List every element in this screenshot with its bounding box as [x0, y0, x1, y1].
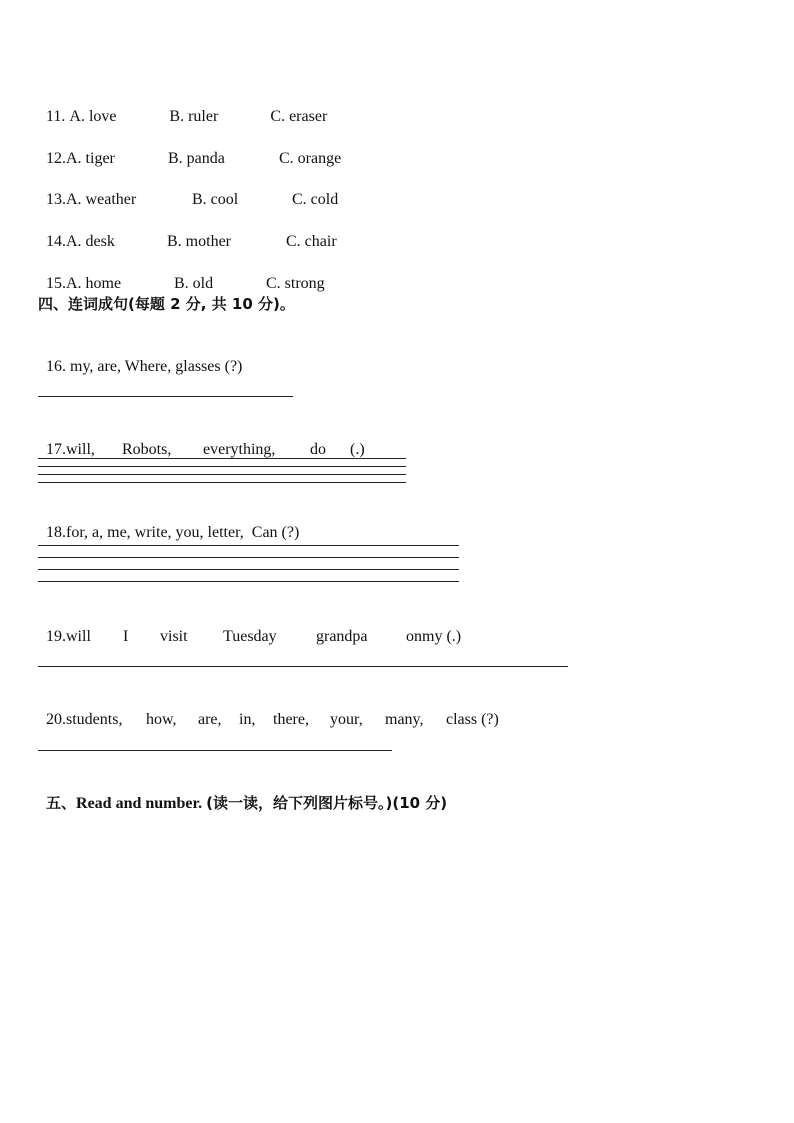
- answer-line[interactable]: [38, 466, 406, 467]
- question-number: 12.: [46, 150, 66, 167]
- word: visit: [160, 628, 188, 645]
- answer-line[interactable]: [38, 750, 392, 751]
- word: everything,: [203, 441, 276, 458]
- word: do: [310, 441, 326, 458]
- option-c: C. chair: [286, 233, 337, 250]
- answer-line[interactable]: [38, 482, 406, 483]
- answer-line[interactable]: [38, 545, 459, 546]
- word: grandpa: [316, 628, 368, 645]
- question-number: 11.: [46, 108, 70, 125]
- word: I: [123, 628, 129, 645]
- question-number: 16.: [46, 358, 70, 375]
- word: in,: [239, 711, 256, 728]
- answer-line[interactable]: [38, 581, 459, 582]
- question-number: 14.: [46, 233, 66, 250]
- word: Tuesday: [223, 628, 277, 645]
- word: students,: [66, 711, 123, 728]
- question-13: [38, 170, 338, 210]
- question-number: 17.: [46, 441, 66, 458]
- word: (.): [350, 441, 365, 458]
- option-a: A. weather: [66, 191, 137, 208]
- answer-line[interactable]: [38, 666, 568, 667]
- question-15: [38, 254, 325, 294]
- word: are,: [198, 711, 222, 728]
- option-b: B. old: [174, 275, 214, 292]
- option-b: B. ruler: [169, 108, 219, 125]
- question-number: 15.: [46, 275, 66, 292]
- option-a: A. tiger: [66, 150, 115, 167]
- section-5-heading: [38, 773, 447, 814]
- option-b: B. panda: [168, 150, 225, 167]
- question-number: 13.: [46, 191, 66, 208]
- word: will,: [66, 441, 95, 458]
- word: onmy (.): [406, 628, 462, 645]
- section-title: Read and number.: [76, 795, 207, 812]
- question-12: [38, 129, 341, 169]
- word: many,: [385, 711, 424, 728]
- answer-line[interactable]: [38, 474, 406, 475]
- answer-line[interactable]: [38, 557, 459, 558]
- question-number: 20.: [46, 711, 66, 728]
- question-20: [38, 690, 499, 730]
- question-11: [38, 87, 327, 127]
- word: will: [66, 628, 91, 645]
- answer-line[interactable]: [38, 569, 459, 570]
- word: class (?): [446, 711, 499, 728]
- option-a: A. love: [69, 108, 117, 125]
- option-a: A. desk: [66, 233, 115, 250]
- word: there,: [273, 711, 309, 728]
- question-19: [38, 607, 461, 647]
- answer-line[interactable]: [38, 396, 293, 397]
- word: Robots,: [122, 441, 172, 458]
- word: your,: [330, 711, 363, 728]
- question-14: [38, 212, 337, 252]
- option-c: C. orange: [279, 150, 342, 167]
- word: how,: [146, 711, 177, 728]
- option-b: B. mother: [167, 233, 231, 250]
- section-instructions: (读一读，给下列图片标号。)(10 分): [206, 794, 448, 812]
- option-a: A. home: [66, 275, 122, 292]
- option-c: C. strong: [266, 275, 325, 292]
- option-c: C. eraser: [270, 108, 328, 125]
- option-c: C. cold: [292, 191, 339, 208]
- section-4-heading: 四、连词成句(每题 2 分, 共 10 分)。: [38, 295, 295, 313]
- scrambled-words: for, a, me, write, you, letter, Can (?): [66, 524, 300, 541]
- answer-line[interactable]: [38, 458, 406, 459]
- question-number: 19.: [46, 628, 66, 645]
- section-number: 五、: [46, 794, 77, 812]
- question-17: [38, 420, 365, 460]
- question-18: [38, 503, 299, 543]
- question-number: 18.: [46, 524, 66, 541]
- question-16: [38, 337, 242, 377]
- option-b: B. cool: [192, 191, 239, 208]
- scrambled-words: my, are, Where, glasses (?): [70, 358, 243, 375]
